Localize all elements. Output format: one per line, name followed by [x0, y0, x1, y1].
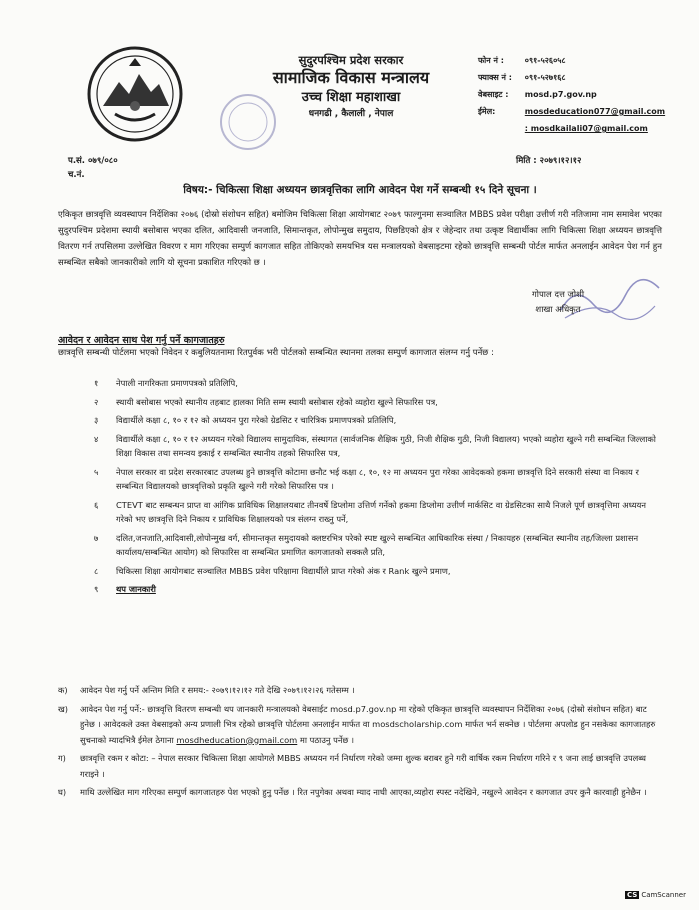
signatory [488, 288, 628, 318]
email-primary: mosdeducation077@gmail.com [524, 107, 666, 116]
info-item [58, 702, 662, 749]
list-item [58, 376, 662, 391]
list-item-text: दलित,जनजाति,आदिवासी,लोपोन्मुख वर्ग, सीमान्तकृत समुदायको क्लष्टरभित्र परेको स्पष्ट खुल्ने सम्बन्धित आधिकारिक संस्था / निकायहरु (सम्बन्धित स्थानीय तह/जिल्ला प्रशासन कार्यालय/सम्बन्धित आयोग) को सिफारिस वा सम्बन्धित प्रमाणित कागजातको सक्कलै प्रति, [116, 532, 639, 557]
email-secondary: : mosdkailali07@gmail.com [524, 124, 648, 133]
letterhead-ministry: सामाजिक विकास मन्त्रालय [272, 68, 430, 87]
phone-label: फोन नं : [478, 56, 504, 65]
list-item [58, 564, 662, 579]
letterhead-address: धनगढी , कैलाली , नेपाल [308, 109, 394, 119]
website-row [478, 86, 692, 103]
section-heading: आवेदन र आवेदन साथ पेश गर्नु पर्ने कागजातहरु [58, 335, 225, 346]
list-item-text: चिकित्सा शिक्षा आयोगबाट सञ्चालित MBBS प्रवेश परिक्षामा विद्यार्थीले प्राप्त गरेको अंक र Rank खुल्ने प्रमाण, [116, 565, 451, 576]
list-item-text: विद्यार्थीले कक्षा ८, १० र १२ को अध्ययन पुरा गरेको ग्रेडसिट र चारित्रिक प्रमाणपत्रको प्रतिलिपि, [116, 415, 397, 425]
list-item-text: थप जानकारी [116, 584, 156, 594]
list-item [58, 432, 662, 461]
info-item-text: आवेदन पेश गर्नु पर्ने अन्तिम मिति र समय:- २०७९।१२।१२ गते देखि २०७९।१२।२६ गतेसम्म । [80, 685, 355, 695]
info-item-text: छात्रवृत्ति रकम र कोटा: – नेपाल सरकार चिकित्सा शिक्षा आयोगले MBBS अध्ययन गर्न निर्धारण गरेको जम्मा शुल्क बराबर हुने गरी वार्षिक रकम निर्धारण गरिने र ९ जना लाई छात्रवृत्ति उपलब्ध गराइने । [80, 753, 647, 779]
camscanner-label: CamScanner [641, 891, 686, 899]
email-row [478, 103, 692, 120]
list-item-number: ५ [94, 466, 99, 477]
info-item-key: क) [58, 685, 68, 695]
list-item-number: ४ [94, 433, 99, 444]
list-item-number: ८ [94, 565, 99, 576]
list-item-number: ६ [94, 499, 99, 510]
subject-line: विषय:- चिकित्सा शिक्षा अध्ययन छात्रवृत्तिका लागि आवेदन पेश गर्ने सम्बन्धी १५ दिने सूचना । [183, 184, 537, 196]
list-item [58, 465, 662, 494]
website-url: mosd.p7.gov.np [524, 90, 597, 99]
info-item [58, 751, 662, 782]
phone-number: ०९१-५२६०५८ [524, 56, 566, 65]
list-item-text: विद्यार्थीले कक्षा ८, १० र १२ अध्ययन गरेको विद्यालय सामुदायिक, संस्थागत (सार्वजनिक शैक्षिक गुठी, निजी शैक्षिक गुठी, निजी विद्यालय) भएको व्यहोरा खुल्ने गरी सम्बन्धित जिल्लाको शिक्षा विकास तथा समन्वय इकाई र सम्बन्धित स्थानीय तहको सिफारिस पत्र, [116, 433, 656, 458]
notice-body: एकिकृत छात्रवृत्ति व्यवस्थापन निर्देशिका २०७६ (दोस्रो संशोधन सहित) बमोजिम चिकित्सा शिक्षा आयोगबाट २०७९ फाल्गुनमा सञ्चालित MBBS प्रवेश परीक्षा उत्तीर्ण गरी नतिजामा नाम समावेश भएका सुदुरपश्चिम प्रदेशमा स्थायी बसोबास भएका दलित, आदिवासी जनजाति, सिमान्तकृत, लोपोन्मुख समुदाय, पिछडिएको क्षेत्र र जेहेन्दार तथा उत्कृष्ट विद्यार्थीका लागि चिकित्सा शिक्षा अध्ययन छात्रवृत्ति वितरण गर्न तपसिलमा उल्लेखित विवरण र माग गरिएका सम्पुर्ण कागजात सहित तोकिएको समयभित्र यस मन्त्रालयको वेबसाइटमा रहेको छात्रवृत्ति सम्बन्धी पोर्टल मार्फत अनलाईन आवेदन पेश गर्न हुन सम्बन्धित सबैको जानकारीको लागि यो सूचना प्रकाशित गरिएको छ । [58, 210, 662, 268]
info-item-text: माथि उल्लेखित माग गरिएका सम्पुर्ण कागजातहरु पेश भएको हुनु पर्नेछ । रित नपुगेका अथवा म्याद नाघी आएका,व्यहोरा स्पस्ट नदेखिने, नखुल्ने आवेदन र कागजात उपर कुनै कारवाही हुनेछैन । [80, 787, 647, 797]
government-emblem-icon [85, 44, 185, 144]
list-item-text: CTEVT बाट सम्बन्धन प्राप्त वा आंगिक प्राविधिक शिक्षालयबाट तीनवर्षे डिप्लोमा उत्तिर्ण गर्नेको हकमा डिप्लोमा उत्तीर्ण मार्कसिट वा ग्रेडसिटका साथै निजले पूर्ण छात्रवृत्तिमा अध्ययन गरेको भए छात्रवृत्ति दिने निकाय र प्राविधिक शिक्षालयको पत्र संलग्न राख्नु पर्ने, [116, 499, 646, 524]
list-item [58, 413, 662, 428]
list-item-number: ७ [94, 532, 99, 543]
additional-info [58, 683, 662, 804]
list-item-number: २ [94, 396, 99, 407]
info-item-key: ग) [58, 753, 66, 763]
camscanner-watermark [625, 891, 686, 899]
info-item-key: ख) [58, 703, 69, 714]
email-label: ईमेल: [478, 107, 496, 116]
letter-number: प.सं. ०७९/०८० [68, 156, 118, 166]
info-item-text-end: मा पठाउनु पर्नेछ । [297, 734, 355, 745]
letter-date: मिति : २०७९।१२।१२ [516, 156, 582, 166]
info-item [58, 785, 662, 801]
list-item-text: स्थायी बसोबास भएको स्थानीय तहबाट हालका मिति सम्म स्थायी बसोबास रहेको व्यहोरा खुल्ने सिफारिस पत्र, [116, 396, 438, 407]
fax-row [478, 69, 692, 86]
signatory-title: शाखा अधिकृत [535, 305, 581, 315]
office-seal-icon [218, 92, 278, 152]
list-item-number: ३ [94, 415, 99, 425]
list-item [58, 498, 662, 527]
letterhead-division: उच्च शिक्षा महाशाखा [301, 90, 401, 105]
list-item-text: नेपाल सरकार वा प्रदेश सरकारबाट उपलब्ध हुने छात्रवृत्ति कोटामा छनौट भई कक्षा ८, १०, १२ मा अध्ययन पुरा गरेका आवेदकको हकमा छात्रवृत्ति दिने सरकारी संस्था वा निकाय र सम्बन्धित विद्यालयको छात्रवृत्तिको प्रकृति खुल्ने गरी गरेको सिफारिस पत्र । [116, 466, 639, 491]
section-intro: छात्रवृत्ति सम्बन्धी पोर्टलमा भएको निवेदन र कबुलियतनामा रितपुर्वक भरी पोर्टलको सम्बन्धित स्थानमा तलका सम्पुर्ण कागजात संलग्न गर्नु पर्नेछ : [58, 348, 494, 358]
letterhead-government: सुदुरपश्चिम प्रदेश सरकार [298, 53, 404, 67]
fax-label: फ्याक्स नं : [478, 73, 512, 82]
list-item [58, 582, 662, 597]
list-item-number: १ [94, 378, 99, 388]
email-row-2 [478, 120, 692, 137]
camscanner-logo-icon: CS [627, 891, 638, 899]
list-item-number: ९ [94, 584, 99, 594]
dispatch-number: च.नं. [68, 170, 85, 180]
phone-row [478, 52, 692, 69]
reference-block [68, 154, 118, 182]
fax-number: ०९१-५२७१६८ [524, 73, 566, 82]
info-item [58, 683, 662, 699]
info-item-key: घ) [58, 787, 67, 797]
requirements-list [58, 376, 662, 601]
list-item [58, 395, 662, 410]
signatory-name: गोपाल दत्त जोशी [531, 290, 585, 300]
list-item [58, 531, 662, 560]
website-label: वेबसाइट : [478, 90, 509, 99]
list-item-text: नेपाली नागरिकता प्रमाणपत्रको प्रतिलिपि, [116, 378, 238, 388]
contact-info [478, 52, 692, 137]
contact-email-link[interactable]: mosdheducation@gmail.com [176, 734, 298, 745]
info-item-text: आवेदन पेश गर्नु पर्ने:- छात्रवृत्ति वितरण सम्बन्धी थप जानकारी मन्त्रालयको वेबसाईट mosd.p7.gov.np मा रहेको एकिकृत छात्रवृत्ति व्यवस्थापन निर्देशिका २०७६ (दोस्रो संशोधन सहित) बाट हुनेछ । आवेदकले उक्त वेबसाइको अन्य प्रणाली भित्र रहेको छात्रवृत्ति पोर्टलमा अनलाईन मार्फत वा mosdscholarship.com मार्फत भर्न सक्नेछ । पोर्टलमा अपलोड हुन नसकेका कागजातहरु सुचनाको म्यादभित्रै ईमेल ठेगाना [80, 703, 656, 745]
